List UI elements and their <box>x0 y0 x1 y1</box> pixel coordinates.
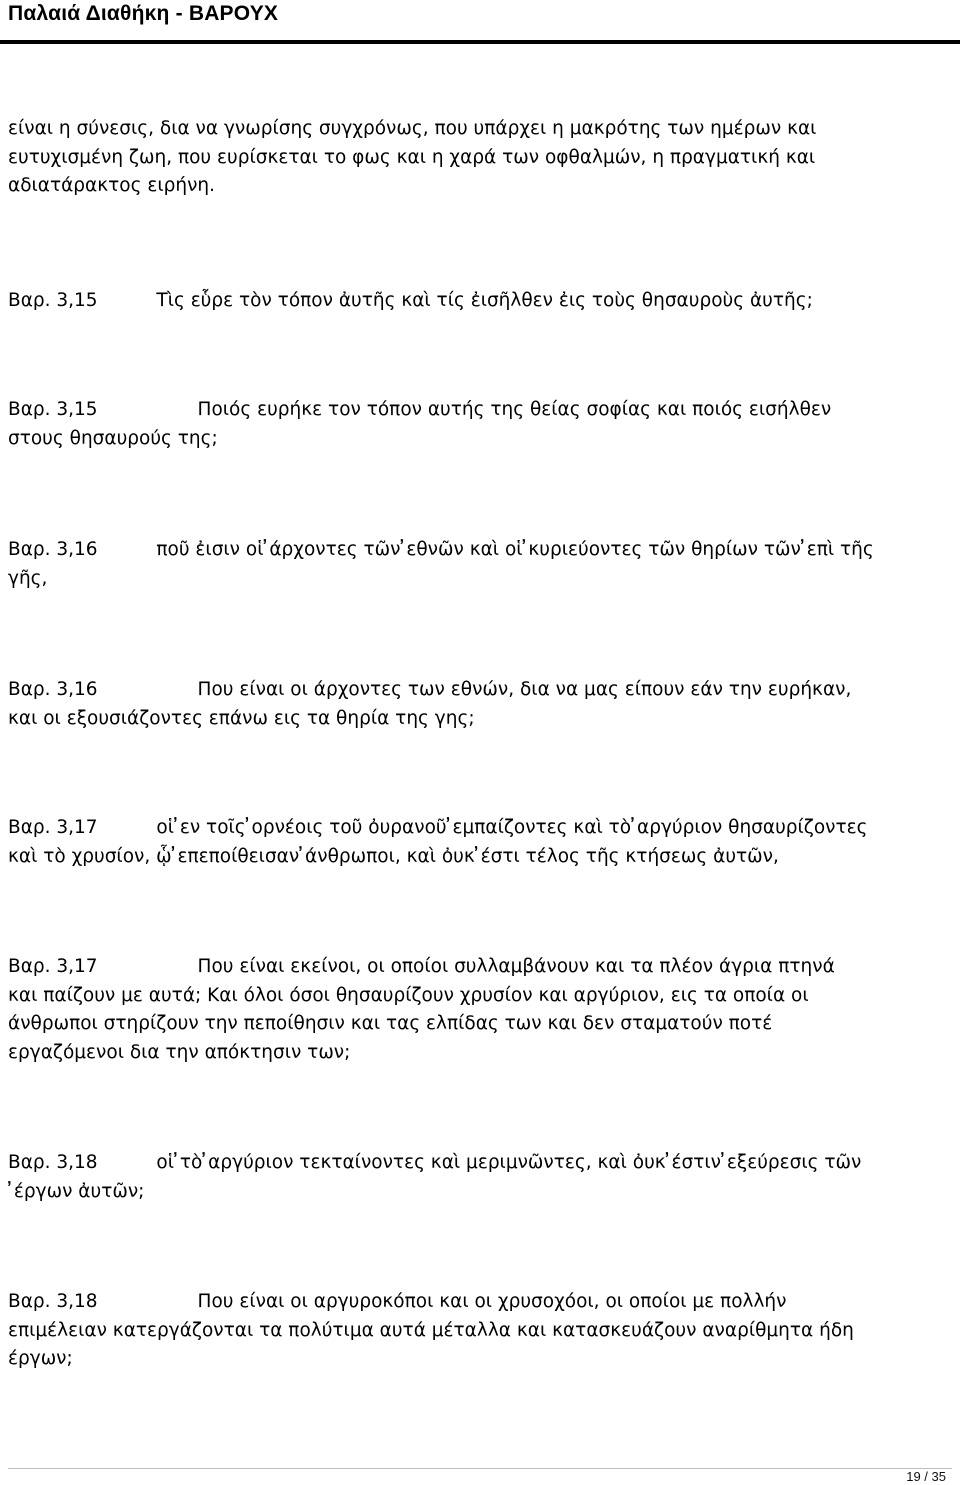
verse-3-15-ancient-greek: Βαρ. 3,15 Τὶς εὗρε τὸν τόπον ἀυτῆς καὶ τίς ἐισῆλθεν ἐις τοὺς θησαυροὺς ἀυτῆς; <box>8 290 813 311</box>
page-header-title: Παλαιά Διαθήκη - ΒΑΡΟΥΧ <box>8 2 279 25</box>
footer-divider <box>8 1468 952 1469</box>
verse-3-18-ancient-greek: Βαρ. 3,18 οἱ ̓τὸ ̓αργύριον τεκταίνοντες καὶ μεριμνῶντες, καὶ ὀυκ ̓έστιν ̓εξεύρεσις τῶν ̓έργων ἀυτῶν; <box>8 1152 862 1202</box>
text-paragraph-intro: είναι η σύνεσις, δια να γνωρίσης συγχρόνως, που υπάρχει η μακρότης των ημέρων και ευτυχισμένη ζωη, που ευρίσκεται το φως και η χαρά των οφθαλμών, η πραγματική και αδιατάρακτος ειρήνη. <box>8 118 817 196</box>
header-divider <box>0 40 960 44</box>
verse-3-18-modern-greek: Βαρ. 3,18 Που είναι οι αργυροκόποι και οι χρυσοχόοι, οι οποίοι με πολλήν επιμέλειαν κατεργάζονται τα πολύτιμα αυτά μέταλλα και κατασκευάζουν αναρίθμητα ήδη έργων; <box>8 1291 854 1369</box>
verse-3-17-ancient-greek: Βαρ. 3,17 οἱ ̓εν τοῖς ̓ορνέοις τοῦ ὀυρανοῦ ̓εμπαίζοντες καὶ τὸ ̓αργύριον θησαυρίζοντες καὶ τὸ χρυσίον, ᾧ ̓επεποίθεισαν ̓άνθρωποι, καὶ ὀυκ ̓έστι τέλος τῆς κτήσεως ἀυτῶν, <box>8 817 868 867</box>
verse-3-15-modern-greek: Βαρ. 3,15 Ποιός ευρήκε τον τόπον αυτής της θείας σοφίας και ποιός εισήλθεν στους θησαυρούς της; <box>8 399 832 449</box>
verse-3-16-modern-greek: Βαρ. 3,16 Που είναι οι άρχοντες των εθνών, δια να μας είπουν εάν την ευρήκαν, και οι εξουσιάζοντες επάνω εις τα θηρία της γης; <box>8 679 852 729</box>
verse-3-16-ancient-greek: Βαρ. 3,16 ποῦ ἐισιν οἱ ̓άρχοντες τῶν ̓εθνῶν καὶ οἱ ̓κυριεύοντες τῶν θηρίων τῶν ̓επὶ τῆς γῆς, <box>8 539 874 589</box>
verse-3-17-modern-greek: Βαρ. 3,17 Που είναι εκείνοι, οι οποίοι συλλαμβάνουν και τα πλέον άγρια πτηνά και παίζουν με αυτά; Και όλοι όσοι θησαυρίζουν χρυσίον και αργύριον, εις τα οποία οι άνθρωποι στηρίζουν την πεποίθησιν και τας ελπίδας των και δεν σταματούν ποτέ εργαζόμενοι δια την απόκτησιν των; <box>8 956 835 1063</box>
page-number: 19 / 35 <box>906 1469 946 1484</box>
